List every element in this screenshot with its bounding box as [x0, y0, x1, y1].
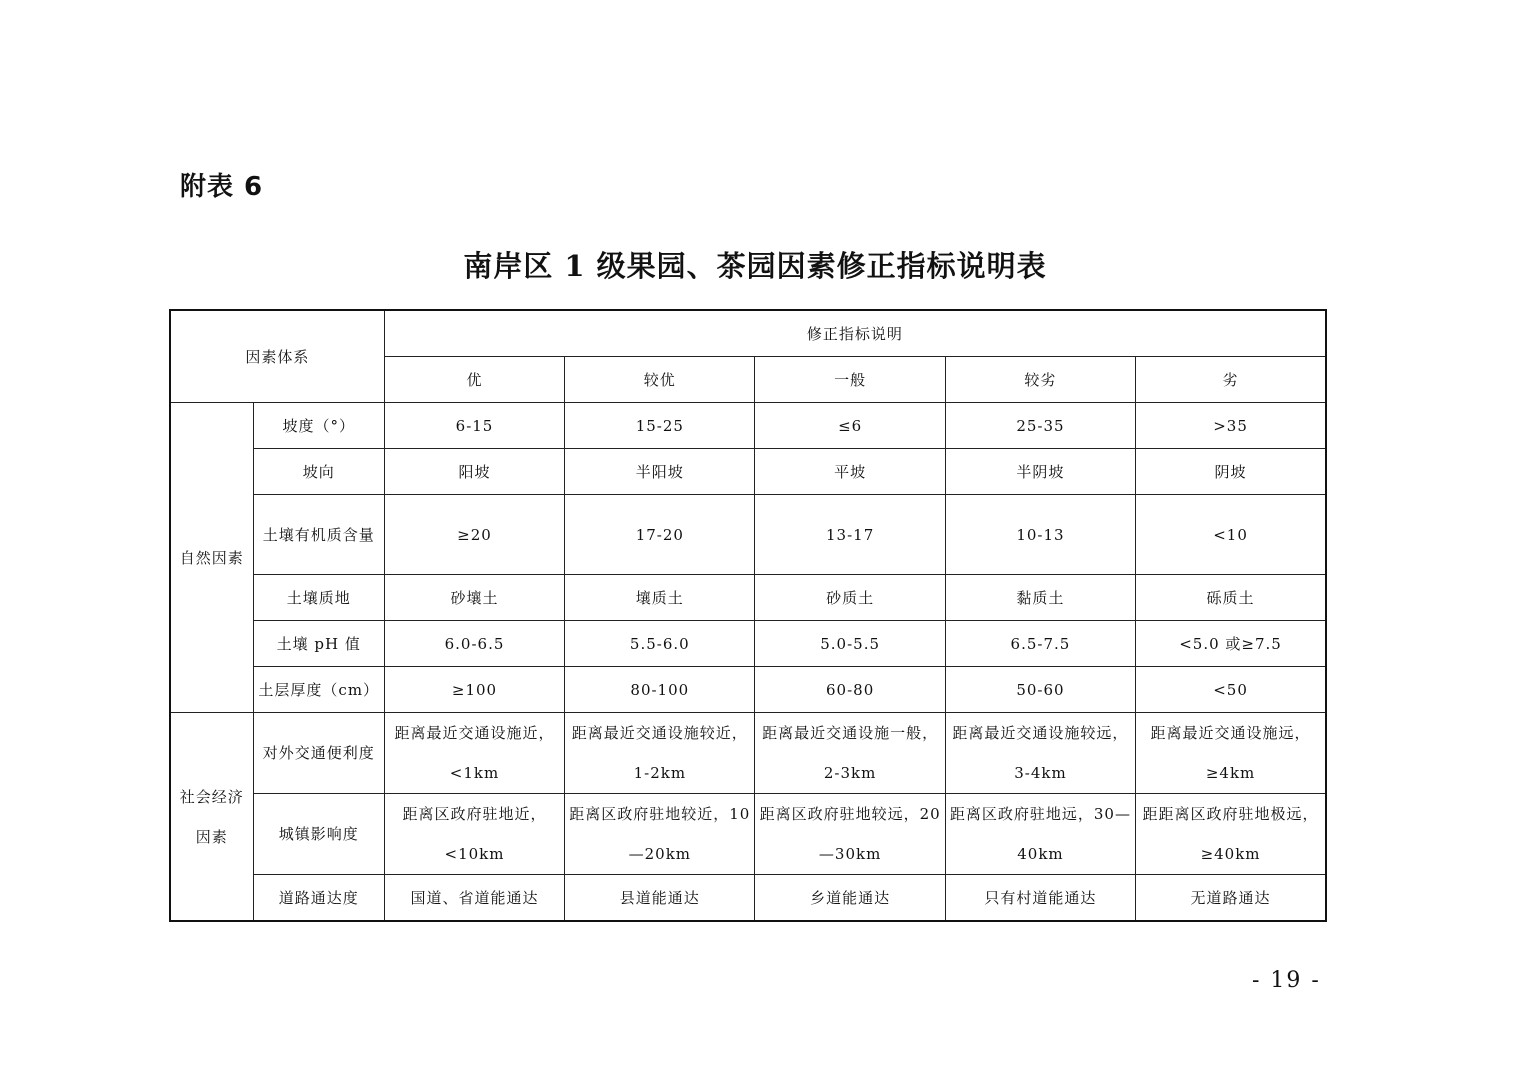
cell-value: 阳坡	[384, 449, 564, 495]
cell-value: ≥20	[384, 495, 564, 575]
cell-value: 50-60	[945, 667, 1135, 713]
cell-value: 80-100	[565, 667, 755, 713]
cell-value: 县道能通达	[565, 875, 755, 922]
table-row	[170, 621, 1326, 667]
table-row	[170, 449, 1326, 495]
factor-correction-table	[169, 309, 1327, 922]
cell-value: 壤质土	[565, 575, 755, 621]
factor-label: 坡向	[253, 449, 384, 495]
cell-value: 60-80	[755, 667, 945, 713]
grade-header: 劣	[1136, 357, 1326, 403]
cell-value: 距离最近交通设施较远，3-4km	[945, 713, 1135, 794]
cell-value: 距离最近交通设施远，≥4km	[1136, 713, 1326, 794]
factor-label: 土层厚度（cm）	[253, 667, 384, 713]
factor-label: 对外交通便利度	[253, 713, 384, 794]
cell-value: 6-15	[384, 403, 564, 449]
grade-header: 较劣	[945, 357, 1135, 403]
cell-value: 距离区政府驻地较远，20—30km	[755, 794, 945, 875]
factor-label: 城镇影响度	[253, 794, 384, 875]
cell-value: 25-35	[945, 403, 1135, 449]
appendix-label: 附表 6	[180, 172, 264, 202]
cell-value: 距离最近交通设施近，<1km	[384, 713, 564, 794]
factor-label: 道路通达度	[253, 875, 384, 922]
document-title: 南岸区 1 级果园、茶园因素修正指标说明表	[463, 249, 1047, 283]
cell-value: 砂壤土	[384, 575, 564, 621]
cell-value: 无道路通达	[1136, 875, 1326, 922]
cell-value: 距离区政府驻地近，<10km	[384, 794, 564, 875]
cell-value: 6.5-7.5	[945, 621, 1135, 667]
cell-value: 5.5-6.0	[565, 621, 755, 667]
cell-value: 距离最近交通设施一般，2-3km	[755, 713, 945, 794]
cell-value: ≥100	[384, 667, 564, 713]
table-row	[170, 403, 1326, 449]
cell-value: ≤6	[755, 403, 945, 449]
cell-value: 黏质土	[945, 575, 1135, 621]
grade-header: 一般	[755, 357, 945, 403]
factor-label: 土壤 pH 值	[253, 621, 384, 667]
factor-label: 土壤质地	[253, 575, 384, 621]
grade-header: 较优	[565, 357, 755, 403]
cell-value: 5.0-5.5	[755, 621, 945, 667]
page-number: - 19 -	[1252, 968, 1321, 993]
grade-header: 优	[384, 357, 564, 403]
cell-value: 17-20	[565, 495, 755, 575]
cell-value: 距离区政府驻地远，30—40km	[945, 794, 1135, 875]
table-row	[170, 794, 1326, 875]
table-row	[170, 713, 1326, 794]
cell-value: 距离最近交通设施较近，1-2km	[565, 713, 755, 794]
group-label: 自然因素	[170, 403, 253, 713]
factor-system-header: 因素体系	[170, 310, 384, 403]
cell-value: 国道、省道能通达	[384, 875, 564, 922]
group-label: 社会经济因素	[170, 713, 253, 922]
table-row	[170, 495, 1326, 575]
header-row	[170, 310, 1326, 357]
cell-value: 13-17	[755, 495, 945, 575]
cell-value: 阴坡	[1136, 449, 1326, 495]
cell-value: 砂质土	[755, 575, 945, 621]
factor-label: 土壤有机质含量	[253, 495, 384, 575]
cell-value: 砾质土	[1136, 575, 1326, 621]
cell-value: >35	[1136, 403, 1326, 449]
cell-value: 只有村道能通达	[945, 875, 1135, 922]
cell-value: 半阴坡	[945, 449, 1135, 495]
cell-value: 乡道能通达	[755, 875, 945, 922]
factor-label: 坡度（°）	[253, 403, 384, 449]
table-row	[170, 575, 1326, 621]
cell-value: 半阳坡	[565, 449, 755, 495]
correction-header: 修正指标说明	[384, 310, 1326, 357]
table-row	[170, 875, 1326, 922]
cell-value: <50	[1136, 667, 1326, 713]
cell-value: <5.0 或≥7.5	[1136, 621, 1326, 667]
cell-value: 6.0-6.5	[384, 621, 564, 667]
table-row	[170, 667, 1326, 713]
cell-value: 平坡	[755, 449, 945, 495]
cell-value: 10-13	[945, 495, 1135, 575]
cell-value: 15-25	[565, 403, 755, 449]
cell-value: 距距离区政府驻地极远，≥40km	[1136, 794, 1326, 875]
cell-value: 距离区政府驻地较近，10—20km	[565, 794, 755, 875]
cell-value: <10	[1136, 495, 1326, 575]
